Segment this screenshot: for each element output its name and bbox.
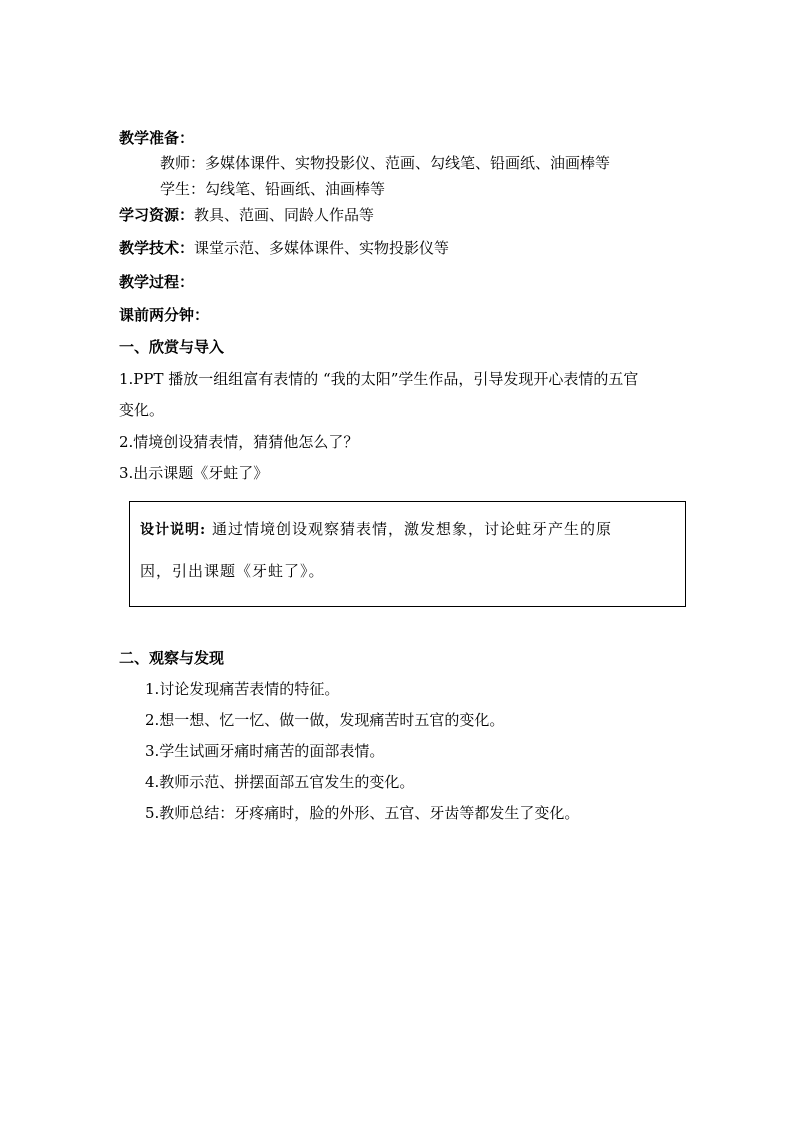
resources-text: 教具、范画、同龄人作品等 (194, 206, 375, 224)
section1-item2: 2.情境创设猜表情，猜猜他怎么了？ (119, 433, 359, 451)
section2-item: 1.讨论发现痛苦表情的特征。 (145, 680, 340, 698)
resources-line (119, 205, 374, 225)
design-note-box (129, 501, 686, 607)
section1-heading: 一、欣赏与导入 (119, 338, 225, 356)
technology-text: 课堂示范、多媒体课件、实物投影仪等 (194, 239, 450, 257)
prep-student: 学生：勾线笔、铅画纸、油画棒等 (160, 180, 386, 198)
section2-item: 3.学生试画牙痛时痛苦的面部表情。 (145, 742, 385, 760)
design-note-label: 设计说明: (140, 522, 207, 538)
prep-teacher: 教师：多媒体课件、实物投影仪、范画、勾线笔、铅画纸、油画棒等 (160, 154, 611, 172)
prep-heading: 教学准备： (119, 129, 195, 147)
section2-item: 5.教师总结：牙疼痛时，脸的外形、五官、牙齿等都发生了变化。 (145, 804, 580, 822)
section1-item1-line1: 1.PPT 播放一组组富有表情的 “我的太阳”学生作品，引导发现开心表情的五官 (119, 370, 639, 388)
technology-line (119, 238, 449, 258)
section1-item3: 3.出示课题《牙蛀了》 (119, 464, 269, 482)
section2-item: 2.想一想、忆一忆、做一做，发现痛苦时五官的变化。 (145, 711, 505, 729)
section2-item: 4.教师示范、拼摆面部五官发生的变化。 (145, 773, 415, 791)
technology-label: 教学技术： (119, 239, 195, 257)
design-note-line1 (140, 519, 680, 540)
pre-class-heading: 课前两分钟： (119, 306, 210, 324)
resources-label: 学习资源： (119, 206, 195, 224)
section1-item1-line2: 变化。 (119, 401, 165, 419)
process-heading: 教学过程： (119, 273, 195, 291)
design-note-text1: 通过情境创设观察猜表情，激发想象，讨论蛀牙产生的原 (206, 520, 612, 538)
design-note-line2: 因，引出课题《牙蛀了》。 (140, 562, 325, 580)
section2-heading: 二、观察与发现 (119, 649, 225, 667)
